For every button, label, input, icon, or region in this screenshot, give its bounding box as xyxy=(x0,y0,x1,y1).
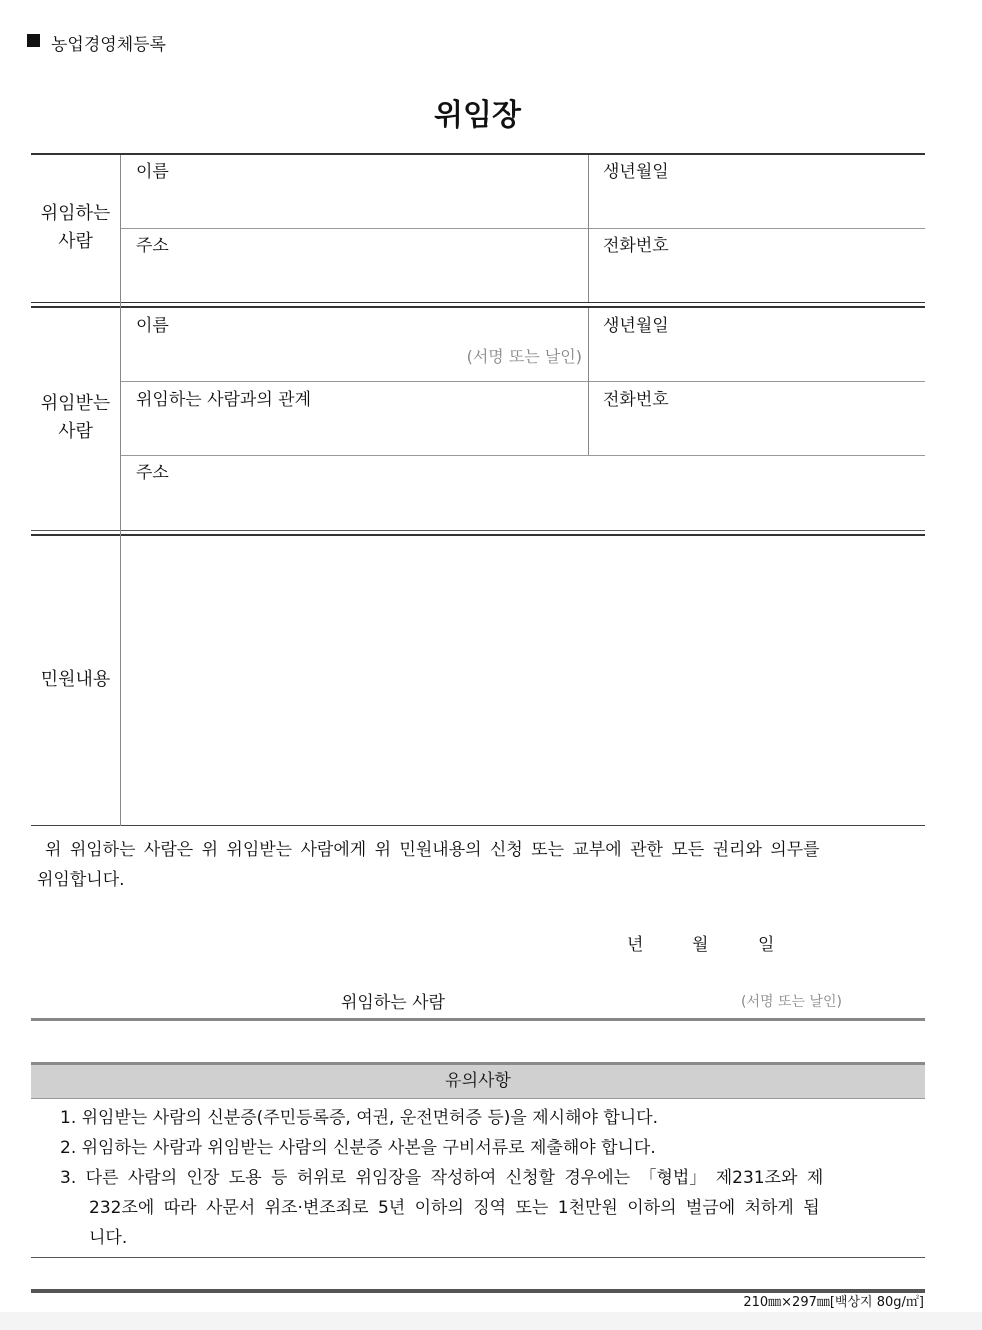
divider xyxy=(120,228,925,229)
label-line: 위임하는 xyxy=(40,203,111,224)
footer-paper-spec: 210㎜×297㎜[백상지 80g/㎡] xyxy=(743,1295,924,1310)
petition-label: 민원내용 xyxy=(40,669,111,690)
date-month[interactable]: 월 xyxy=(692,935,709,955)
divider xyxy=(31,1018,925,1021)
delegator-label xyxy=(31,200,120,256)
delegate-sign-hint: (서명 또는 날인) xyxy=(466,347,582,366)
divider xyxy=(31,1289,925,1293)
delegate-relation-field[interactable]: 위임하는 사람과의 관계 xyxy=(136,390,312,410)
label-line: 사람 xyxy=(58,421,93,442)
statement-line2: 위임합니다. xyxy=(37,870,125,890)
divider xyxy=(120,381,925,382)
delegator-name-field[interactable]: 이름 xyxy=(136,162,169,182)
delegator-address-field[interactable]: 주소 xyxy=(136,236,169,256)
page-title: 위임장 xyxy=(434,98,521,133)
delegator-phone-field[interactable]: 전화번호 xyxy=(603,236,669,256)
notice-title: 유의사항 xyxy=(445,1071,511,1091)
divider xyxy=(31,302,925,303)
delegator-birth-field[interactable]: 생년월일 xyxy=(603,162,669,182)
delegate-address-field[interactable]: 주소 xyxy=(136,463,169,483)
divider xyxy=(120,455,925,456)
notice-item: 니다. xyxy=(89,1228,128,1248)
date-day[interactable]: 일 xyxy=(758,935,775,955)
notice-item: 232조에 따라 사문서 위조·변조죄로 5년 이하의 징역 또는 1천만원 이하의 벌금에 처하게 됩 xyxy=(89,1198,820,1218)
page-bottom-margin xyxy=(0,1312,982,1330)
delegate-label xyxy=(31,390,120,446)
notice-item: 3. 다른 사람의 인장 도용 등 허위로 위임장을 작성하여 신청할 경우에는 「형법」 제231조와 제 xyxy=(60,1168,824,1188)
divider xyxy=(588,155,589,302)
notice-item: 2. 위임하는 사람과 위임받는 사람의 신분증 사본을 구비서류로 제출해야 합니다. xyxy=(60,1138,656,1158)
bullet-square-icon xyxy=(27,34,40,47)
divider xyxy=(588,308,589,455)
divider xyxy=(31,1257,925,1258)
divider xyxy=(31,306,925,308)
label-line: 사람 xyxy=(58,231,93,252)
date-year[interactable]: 년 xyxy=(627,935,644,955)
signature-label: 위임하는 사람 xyxy=(341,993,445,1013)
divider xyxy=(31,153,925,155)
divider xyxy=(31,530,925,531)
notice-item: 1. 위임받는 사람의 신분증(주민등록증, 여권, 운전면허증 등)을 제시해야 합니다. xyxy=(60,1108,659,1128)
delegate-phone-field[interactable]: 전화번호 xyxy=(603,390,669,410)
delegate-birth-field[interactable]: 생년월일 xyxy=(603,316,669,336)
delegate-name-field[interactable]: 이름 xyxy=(136,316,169,336)
notice-header xyxy=(31,1062,925,1099)
petition-content-field[interactable] xyxy=(121,536,925,825)
label-line: 위임받는 xyxy=(40,393,111,414)
statement-line1: 위 위임하는 사람은 위 위임받는 사람에게 위 민원내용의 신청 또는 교부에 관한 모든 권리와 의무를 xyxy=(45,840,820,860)
form-category: 농업경영체등록 xyxy=(51,35,166,55)
signature-hint[interactable]: (서명 또는 날인) xyxy=(741,994,842,1010)
divider xyxy=(31,825,925,826)
